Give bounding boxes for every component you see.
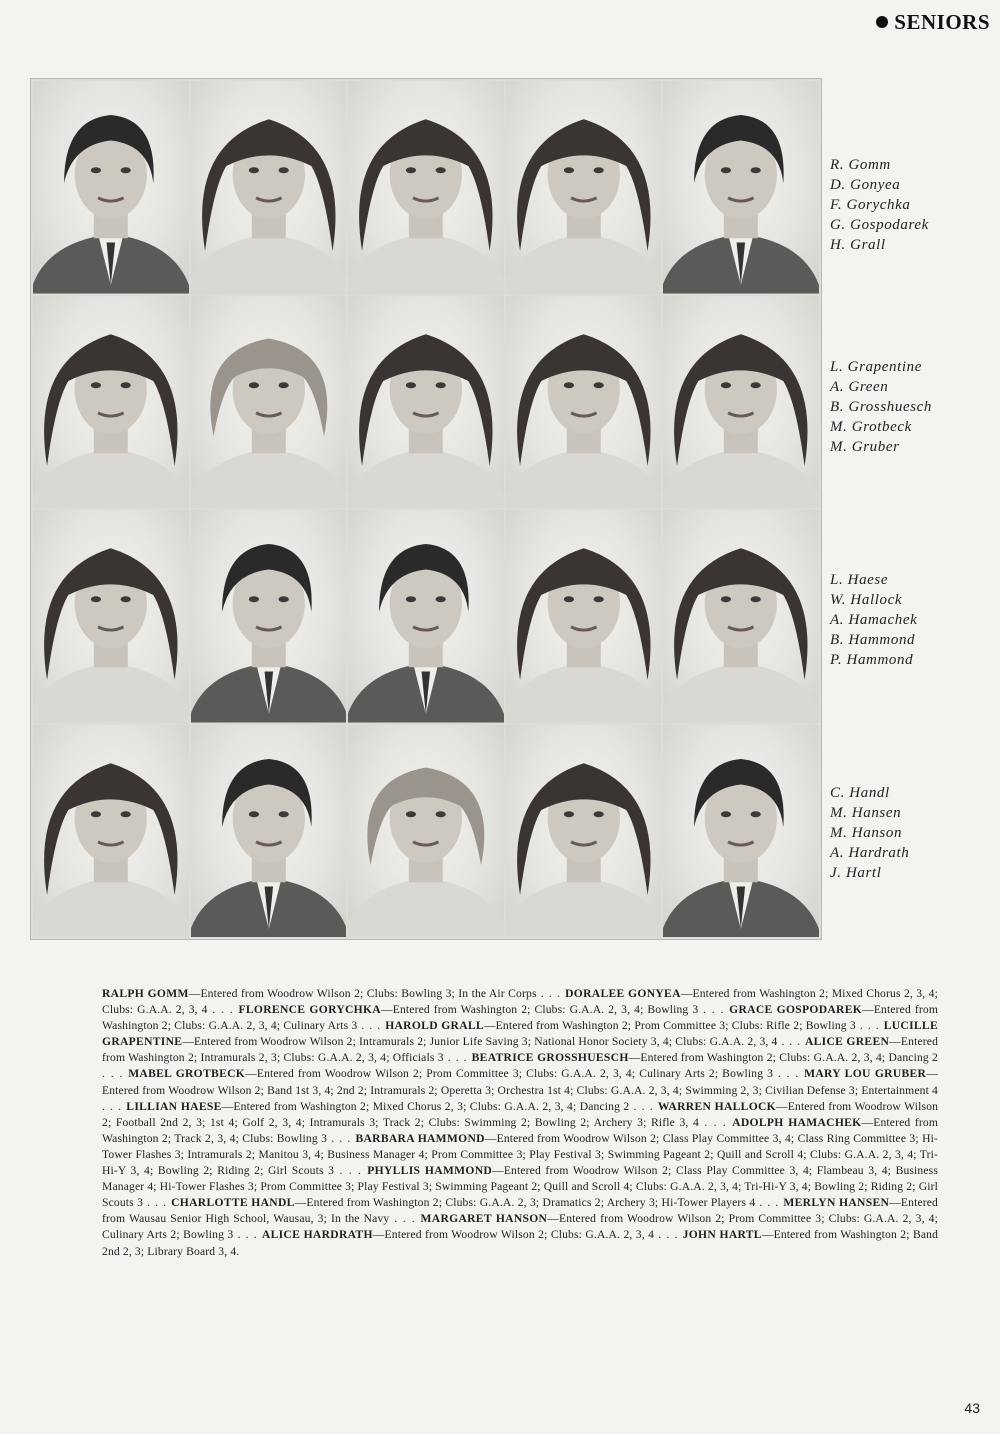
student-name: B. Hammond <box>830 632 916 648</box>
student-portrait-15 <box>663 510 819 723</box>
student-portrait-10 <box>663 296 819 509</box>
portrait-photo-icon <box>33 296 189 509</box>
bio-student-name: RALPH GOMM <box>102 987 189 1000</box>
portrait-photo-icon <box>191 296 347 509</box>
bio-student-name: ALICE HARDRATH <box>261 1228 373 1242</box>
bio-activities: —Entered from Woodrow Wilson 2; Prom Committee 3; Clubs: G.A.A. 2, 3, 4; Culinary Arts 2; Bowling 3 <box>245 1067 774 1081</box>
bio-activities: —Entered from Washington 2; Mixed Chorus 2, 3, 4; Clubs: G.A.A. 2, 3, 4 <box>102 987 938 1017</box>
student-portrait-20 <box>663 725 819 938</box>
student-portrait-19 <box>506 725 662 938</box>
entry-separator: . . . <box>102 1067 129 1081</box>
name-list-row-4 <box>830 783 995 883</box>
bio-activities: —Entered from Washington 2; Clubs: G.A.A. 2, 3, 4; Bowling 3 <box>380 1003 699 1017</box>
bio-student-name: MABEL GROTBECK <box>128 1067 246 1081</box>
student-portrait-4 <box>506 81 662 294</box>
bio-student-name: MARY LOU GRUBER <box>804 1067 927 1081</box>
portrait-photo-icon <box>506 725 662 938</box>
name-list-row-2 <box>830 357 995 457</box>
bio-student-name: DORALEE GONYEA <box>565 987 681 1000</box>
bio-activities: —Entered from Washington 2; Track 2, 3, 4; Clubs: Bowling 3 <box>102 1115 938 1145</box>
student-name: W. Hallock <box>830 592 903 608</box>
name-list-row-3 <box>830 570 995 670</box>
entry-separator: . . . <box>233 1228 262 1242</box>
portrait-photo-icon <box>33 725 189 938</box>
bio-student-name: PHYLLIS HAMMOND <box>367 1164 493 1178</box>
student-name: J. Hartl <box>830 865 882 881</box>
bio-student-name: BARBARA HAMMOND <box>355 1131 485 1145</box>
portrait-photo-icon <box>506 81 662 294</box>
student-name: F. Gorychka <box>830 197 911 213</box>
entry-separator: . . . <box>629 1099 658 1113</box>
portrait-photo-icon <box>348 725 504 938</box>
bio-student-name: WARREN HALLOCK <box>657 1099 777 1113</box>
student-portrait-9 <box>506 296 662 509</box>
portrait-photo-icon <box>663 81 819 294</box>
entry-separator: . . . <box>536 987 566 1000</box>
student-name: A. Green <box>830 379 889 395</box>
bio-activities: —Entered from Woodrow Wilson 2; Football 2nd 2, 3; 1st 4; Golf 2, 3, 4; Intramurals 3; Track 2; Clubs: Swimming 2; Bowling 2; Archery 3; Rifle 3, 4 <box>102 1099 939 1129</box>
student-name: M. Gruber <box>830 439 900 455</box>
student-name: H. Grall <box>830 237 886 253</box>
bullet-icon <box>876 16 888 28</box>
student-portrait-7 <box>191 296 347 509</box>
entry-separator: . . . <box>698 1003 730 1017</box>
student-name: A. Hardrath <box>830 845 910 861</box>
portrait-photo-icon <box>348 81 504 294</box>
student-name: C. Handl <box>830 785 890 801</box>
bio-student-name: MARGARET HANSON <box>420 1212 548 1226</box>
bio-activities: —Entered from Woodrow Wilson 2; Clubs: G.A.A. 2, 3, 4 <box>372 1228 655 1242</box>
entry-separator: . . . <box>855 1019 884 1033</box>
entry-separator: . . . <box>357 1019 386 1033</box>
entry-separator: . . . <box>327 1131 356 1145</box>
portrait-photo-icon <box>191 510 347 723</box>
student-name: L. Grapentine <box>830 359 922 375</box>
bio-student-name: CHARLOTTE HANDL <box>171 1196 295 1210</box>
entry-separator: . . . <box>143 1196 172 1210</box>
portrait-grid <box>30 78 822 940</box>
student-portrait-2 <box>191 81 347 294</box>
bio-student-name: JOHN HARTL <box>682 1228 762 1242</box>
bio-student-name: BEATRICE GROSSHUESCH <box>471 1051 629 1065</box>
entry-separator: . . . <box>773 1067 805 1081</box>
entry-separator: . . . <box>654 1228 683 1242</box>
senior-biographies <box>102 986 938 1260</box>
bio-activities: —Entered from Washington 2; Clubs: G.A.A. 2, 3; Dramatics 2; Archery 3; Hi-Tower Players 4 <box>294 1196 756 1210</box>
bio-student-name: GRACE GOSPODAREK <box>729 1003 863 1017</box>
entry-separator: . . . <box>389 1212 421 1226</box>
bio-student-name: MERLYN HANSEN <box>783 1196 890 1210</box>
student-name: R. Gomm <box>830 157 891 173</box>
page-number: 43 <box>964 1400 980 1416</box>
bio-student-name: ALICE GREEN <box>804 1035 890 1049</box>
student-portrait-17 <box>191 725 347 938</box>
portrait-photo-icon <box>33 510 189 723</box>
student-portrait-5 <box>663 81 819 294</box>
bio-activities: —Entered from Woodrow Wilson 2; Clubs: Bowling 3; In the Air Corps <box>188 987 537 1000</box>
name-list-row-1 <box>830 155 995 255</box>
student-name: P. Hammond <box>830 652 914 668</box>
section-title: SENIORS <box>894 10 990 34</box>
entry-separator: . . . <box>755 1196 784 1210</box>
bio-activities: —Entered from Wausau Senior High School, Wausau, 3; In the Navy <box>102 1196 938 1226</box>
bio-activities: —Entered from Washington 2; Band 2nd 2, 3; Library Board 3, 4. <box>102 1228 939 1258</box>
student-portrait-13 <box>348 510 504 723</box>
portrait-photo-icon <box>663 296 819 509</box>
student-portrait-3 <box>348 81 504 294</box>
student-portrait-14 <box>506 510 662 723</box>
portrait-photo-icon <box>191 81 347 294</box>
bio-activities: —Entered from Washington 2; Mixed Chorus 2, 3; Clubs: G.A.A. 2, 3, 4; Dancing 2 <box>221 1099 630 1113</box>
entry-separator: . . . <box>102 1099 127 1113</box>
student-portrait-11 <box>33 510 189 723</box>
bio-activities: —Entered from Washington 2; Clubs: G.A.A. 2, 3, 4; Culinary Arts 3 <box>102 1003 939 1033</box>
student-portrait-18 <box>348 725 504 938</box>
student-portrait-1 <box>33 81 189 294</box>
bio-activities: —Entered from Washington 2; Prom Committee 3; Clubs: Rifle 2; Bowling 3 <box>483 1019 856 1033</box>
entry-separator: . . . <box>334 1164 368 1178</box>
bio-student-name: HAROLD GRALL <box>385 1019 484 1033</box>
bio-activities: —Entered from Woodrow Wilson 2; Band 1st 3, 4; 2nd 2; Intramurals 2; Operetta 3; Orchestra 1st 4; Clubs: G.A.A. 2, 3, 4; Swimming 2, 3; Civilian Defense 3; Entertainment 4 <box>102 1067 938 1097</box>
bio-activities: —Entered from Washington 2; Clubs: G.A.A. 2, 3, 4; Dancing 2 <box>628 1051 938 1065</box>
bio-student-name: FLORENCE GORYCHKA <box>238 1003 381 1017</box>
bio-activities: —Entered from Woodrow Wilson 2; Prom Committee 3; Clubs: G.A.A. 2, 3, 4; Culinary Arts 2; Bowling 3 <box>102 1212 938 1242</box>
entry-separator: . . . <box>207 1003 239 1017</box>
student-portrait-16 <box>33 725 189 938</box>
entry-separator: . . . <box>443 1051 472 1065</box>
student-name: A. Hamachek <box>830 612 918 628</box>
student-name: L. Haese <box>830 572 889 588</box>
portrait-photo-icon <box>348 510 504 723</box>
student-name: G. Gospodarek <box>830 217 929 233</box>
portrait-photo-icon <box>191 725 347 938</box>
portrait-photo-icon <box>663 725 819 938</box>
student-portrait-12 <box>191 510 347 723</box>
portrait-photo-icon <box>33 81 189 294</box>
portrait-photo-icon <box>506 510 662 723</box>
student-portrait-6 <box>33 296 189 509</box>
student-name: M. Grotbeck <box>830 419 912 435</box>
student-name: M. Hanson <box>830 825 903 841</box>
student-name: D. Gonyea <box>830 177 901 193</box>
bio-activities: —Entered from Washington 2; Intramurals 2, 3; Clubs: G.A.A. 2, 3, 4; Officials 3 <box>102 1035 939 1065</box>
portrait-photo-icon <box>348 296 504 509</box>
bio-student-name: LILLIAN HAESE <box>126 1099 222 1113</box>
entry-separator: . . . <box>698 1115 733 1129</box>
portrait-photo-icon <box>663 510 819 723</box>
bio-activities: —Entered from Woodrow Wilson 2; Class Play Committee 3, 4; Class Ring Committee 3; Hi-Tower Flashes 3; Intramurals 2; Manitou 3, 4; Business Manager 4; Prom Committee 3; Play Festival 3; Swimming Pageant 2; Quill and Scroll 4; Clubs: G.A.A. 2, 3, 4; Tri-Hi-Y 3, 4; Bowling 2; Riding 2; Girl Scouts 3 <box>102 1131 938 1178</box>
portrait-photo-icon <box>506 296 662 509</box>
student-portrait-8 <box>348 296 504 509</box>
student-name: M. Hansen <box>830 805 902 821</box>
section-header <box>876 10 990 35</box>
student-name: B. Grosshuesch <box>830 399 933 415</box>
bio-activities: —Entered from Woodrow Wilson 2; Class Play Committee 3, 4; Flambeau 3, 4; Business Manager 4; Hi-Tower Flashes 3; Prom Committee 3; Play Festival 3; Swimming Pageant 2; Quill and Scroll 4; Clubs: G.A.A. 2, 3, 4; Tri-Hi-Y 3, 4; Bowling 2; Riding 2; Girl Scouts 3 <box>102 1164 938 1210</box>
bio-student-name: LUCILLE GRAPENTINE <box>102 1019 938 1049</box>
bio-activities: —Entered from Woodrow Wilson 2; Intramurals 2; Junior Life Saving 3; National Honor Society 3, 4; Clubs: G.A.A. 2, 3, 4 <box>182 1035 778 1049</box>
entry-separator: . . . <box>777 1035 805 1049</box>
bio-student-name: ADOLPH HAMACHEK <box>732 1115 862 1129</box>
